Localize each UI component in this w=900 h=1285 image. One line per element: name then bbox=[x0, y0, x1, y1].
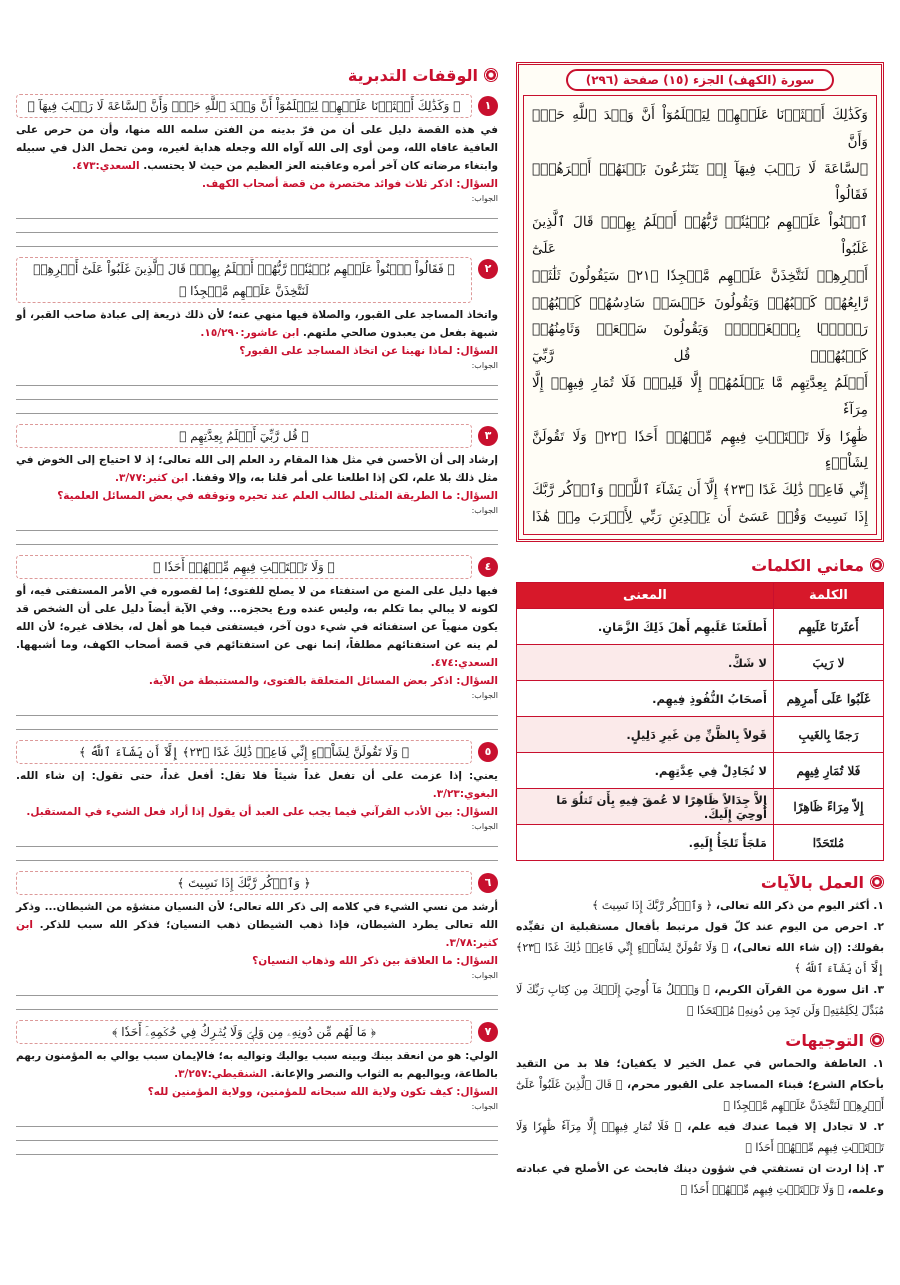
left-column bbox=[16, 62, 498, 1165]
words-section bbox=[516, 552, 884, 861]
word-cell: غَلَبُوا عَلَى أَمرِهِم bbox=[773, 681, 883, 717]
rosette-icon bbox=[870, 558, 884, 572]
quran-line: ٱبۡنُواْ عَلَيۡهِم بُنۡيَٰنٗاۖ رَّبُّهُمۡ أَعۡلَمُ بِهِمۡۚ قَالَ ٱلَّذِينَ غَلَبُواْ عَلَىٰٓ bbox=[532, 214, 868, 257]
page-title: سورة (الكهف) الجزء (١٥) صفحة (٢٩٦) bbox=[566, 69, 835, 91]
word-cell: أَعثَرنَا عَلَيهِم bbox=[773, 609, 883, 645]
tafsir-comment: يعني: إذا عزمت على أن تفعل غداً شيئاً فلا تقل: أفعل غداً، حتى تقول: إن شاء الله. البغوي:٣/٢٣. bbox=[16, 770, 498, 800]
table-row bbox=[517, 753, 884, 789]
answer-lines[interactable] bbox=[16, 372, 498, 414]
rosette-icon bbox=[870, 875, 884, 889]
quran-line: أَمۡرِهِمۡ لَنَتَّخِذَنَّ عَلَيۡهِم مَّسۡجِدٗا ﴿٢١﴾ سَيَقُولُونَ ثَلَٰثَةٞ bbox=[532, 267, 868, 284]
answer-label: الجواب: bbox=[471, 1102, 498, 1111]
item-number: ١ bbox=[478, 96, 498, 116]
question-text: السؤال: ما الطريقة المثلى لطالب العلم عند تحيره وتوقفه في بعض المسائل العلمية؟ bbox=[57, 490, 498, 502]
column-header-word: الكلمة bbox=[773, 583, 883, 609]
table-row bbox=[517, 825, 884, 861]
tafsir-comment: فيها دليل على المنع من استفتاء من لا يصلح للفتوى؛ إما لقصوره في الأمر المستفتى فيه، أو لكونه لا يبالي بما تكلم به، وليس عنده ورع يحجزه... وفي الآية أيضاً دليل على أن الشخص قد يكون منهياً عن استفتائه في شيء دون آخر، فيستفتى فيما هو أهل له، بخلاف غيره؛ لأن الله لم ينه عن استفتائهم مطلقاً، إنما نهى عن استفتائهم في قصة أصحاب الكهف، وما أشبهها. السعدي:٤٧٤. bbox=[16, 585, 498, 669]
tawjihat-section bbox=[516, 1027, 884, 1200]
quran-line: وَكَذَٰلِكَ أَعۡثَرۡنَا عَلَيۡهِمۡ لِيَعۡلَمُوٓاْ أَنَّ وَعۡدَ ٱللَّهِ حَقّٞ وَأَنَّ bbox=[532, 107, 868, 150]
quran-line: ٱلسَّاعَةَ لَا رَيۡبَ فِيهَآ إِذۡ يَتَنَٰزَعُونَ بَيۡنَهُمۡ أَمۡرَهُمۡۖ فَقَالُواْ bbox=[532, 160, 868, 204]
rosette-icon bbox=[484, 68, 498, 82]
waqfa-item bbox=[16, 424, 498, 545]
waqafat-title: الوقفات التدبرية bbox=[16, 62, 498, 88]
verse-quote: ﴿ وَلَا تَقُولَنَّ لِشَاْيۡءٍ إِنِّي فَاعِلٞ ذَٰلِكَ غَدًا ﴿٢٣﴾ إِلَّآ أَن يَشَآءَ ٱللَّهُ ﴾ bbox=[16, 740, 472, 764]
words-table bbox=[516, 582, 884, 861]
source-reference: البغوي:٣/٢٣. bbox=[432, 788, 498, 800]
list-item: ١. أكثر اليوم من ذكر الله تعالى، ﴿ وَٱذۡكُر رَّبَّكَ إِذَا نَسِيتَ ﴾ bbox=[592, 899, 884, 912]
quran-line: ظَٰهِرٗا وَلَا تَسۡتَفۡتِ فِيهِم مِّنۡهُمۡ أَحَدٗا ﴿٢٢﴾ وَلَا تَقُولَنَّ لِشَاْيۡءٍ bbox=[532, 428, 869, 472]
meaning-cell: مَلجَأً تَلجَأُ إِلَيهِ. bbox=[517, 825, 774, 861]
tafsir-comment: في هذه القصة دليل على أن من فرّ بدينه من الفتن سلمه الله منها، وأن من حرص على العافية عافاه الله، ومن أوى إلى الله آواه الله وجعله هداية لغيره، ومن تحمل الذل في سبيله وابتغاء مرضاته كان آخر أمره وعاقبته العز العظيم من حيث لا يحتسب. السعدي:٤٧٣. bbox=[16, 124, 498, 172]
table-row bbox=[517, 609, 884, 645]
meaning-cell: أَطلَعنَا عَلَيهِم أَهلَ ذَلِكَ الزَّمَانِ. bbox=[517, 609, 774, 645]
answer-lines[interactable] bbox=[16, 833, 498, 861]
answer-label: الجواب: bbox=[471, 361, 498, 370]
answer-lines[interactable] bbox=[16, 982, 498, 1010]
item-number: ٢ bbox=[478, 259, 498, 279]
meaning-cell: قَولاً بِالظَّنِّ مِن غَيرِ دَلِيلٍ. bbox=[517, 717, 774, 753]
meaning-cell: لا تُجَادِلْ فِي عِدَّتِهِم. bbox=[517, 753, 774, 789]
amal-title: العمل بالآيات bbox=[516, 869, 884, 895]
tafsir-comment: إرشاد إلى أن الأحسن في مثل هذا المقام رد العلم إلى الله تعالى؛ إذ لا احتياج إلى الخوض في مثل ذلك بلا علم، لكن إذا اطلعنا على أمر قلنا به، وإلا وقفنا. ابن كثير:٣/٧٧. bbox=[16, 454, 498, 484]
word-cell: مُلتَحَدًا bbox=[773, 825, 883, 861]
waqfa-item bbox=[16, 555, 498, 730]
answer-label: الجواب: bbox=[471, 506, 498, 515]
word-cell: فَلا تُمَارِ فِيهِم bbox=[773, 753, 883, 789]
word-cell: لا رَيبَ bbox=[773, 645, 883, 681]
quran-text bbox=[523, 95, 877, 535]
source-reference: الشنقيطي:٣/٢٥٧. bbox=[174, 1068, 268, 1080]
source-reference: السعدي:٤٧٣. bbox=[72, 160, 140, 172]
list-item: ٣. اتل سورة من القرآن الكريم، ﴿ وَٱتۡلُ مَآ أُوحِيَ إِلَيۡكَ مِن كِتَابِ رَبِّكَ لَا مُبَدِّلَ لِكَلِمَٰتِهِۦ وَلَن تَجِدَ مِن دُونِهِۦ مُلۡتَحَدٗا ﴾ bbox=[516, 983, 884, 1017]
quran-line: إِذَا نَسِيتَ وَقُلۡ عَسَىٰٓ أَن يَهۡدِيَنِ رَبِّي لِأَقۡرَبَ مِنۡ هَٰذَا bbox=[532, 508, 868, 525]
waqfa-item bbox=[16, 1020, 498, 1155]
list-item: ١. العاطفة والحماس في عمل الخير لا يكفيان؛ فلا بد من التقيد بأحكام الشرع؛ فبناء المساجد على القبور محرم، ﴿ قَالَ ٱلَّذِينَ غَلَبُواْ عَلَىٰٓ أَمۡرِهِمۡ لَنَتَّخِذَنَّ عَلَيۡهِم مَّسۡجِدٗا ﴾ bbox=[516, 1057, 884, 1112]
question-text: السؤال: اذكر ثلاث فوائد مختصرة من قصة أصحاب الكهف. bbox=[202, 178, 498, 190]
tafsir-comment: أرشد من نسي الشيء في كلامه إلى ذكر الله تعالى؛ لأن النسيان منشؤه من الشيطان... وذكر الله تعالى يطرد الشيطان، فإذا ذهب الشيطان ذهب النسيان؛ فذكر الله سبب للذكر. ابن كثير:٣/٧٨. bbox=[16, 901, 499, 949]
quran-line: أَعۡلَمُ بِعِدَّتِهِم مَّا يَعۡلَمُهُمۡ إِلَّا قَلِيلٞۗ فَلَا تُمَارِ فِيهِمۡ إِلَّا مِرَآءٗ bbox=[532, 374, 868, 418]
verse-quote: ﴿ فَقَالُواْ ٱبۡنُواْ عَلَيۡهِم بُنۡيَٰنٗاۖ رَّبُّهُمۡ أَعۡلَمُ بِهِمۡۚ قَالَ ٱلَّذِينَ غَلَبُواْ عَلَىٰٓ أَمۡرِهِمۡ لَنَتَّخِذَنَّ عَلَيۡهِم مَّسۡجِدٗا ﴾ bbox=[16, 257, 472, 303]
mushaf-frame bbox=[516, 62, 884, 542]
verse-quote: ﴿ وَلَا تَسۡتَفۡتِ فِيهِم مِّنۡهُمۡ أَحَدٗا ﴾ bbox=[16, 555, 472, 579]
right-column bbox=[516, 62, 884, 1200]
quran-line: رَجۡمَۢا بِٱلۡغَيۡبِۖ وَيَقُولُونَ سَبۡعَةٞ وَثَامِنُهُمۡ كَلۡبُهُمۡۚ قُل رَّبِّيٓ bbox=[532, 321, 868, 365]
question-text: السؤال: لماذا نهينا عن اتخاذ المساجد على القبور؟ bbox=[239, 345, 498, 357]
answer-label: الجواب: bbox=[471, 822, 498, 831]
verse-quote: ﴿ وَٱذۡكُر رَّبَّكَ إِذَا نَسِيتَ ﴾ bbox=[16, 871, 472, 895]
meaning-cell: أَصحَابُ النُّفُوذِ فِيهِم. bbox=[517, 681, 774, 717]
answer-lines[interactable] bbox=[16, 1113, 498, 1155]
item-number: ٥ bbox=[478, 742, 498, 762]
list-item: ٢. لا تجادل إلا فيما عندك فيه علم، ﴿ فَلَا تُمَارِ فِيهِمۡ إِلَّا مِرَآءٗ ظَٰهِرٗا وَلَا تَسۡتَفۡتِ فِيهِم مِّنۡهُمۡ أَحَدٗا ﴾ bbox=[516, 1120, 884, 1154]
waqfa-item bbox=[16, 871, 498, 1010]
waqfa-item bbox=[16, 94, 498, 247]
table-row bbox=[517, 717, 884, 753]
item-number: ٧ bbox=[478, 1022, 498, 1042]
source-reference: ابن كثير:٣/٧٧. bbox=[114, 472, 189, 484]
meaning-cell: لا شَكَّ. bbox=[517, 645, 774, 681]
amal-section bbox=[516, 869, 884, 1021]
answer-label: الجواب: bbox=[471, 194, 498, 203]
verse-quote: ﴿ قُل رَّبِّيٓ أَعۡلَمُ بِعِدَّتِهِم ﴾ bbox=[16, 424, 472, 448]
answer-label: الجواب: bbox=[471, 971, 498, 980]
item-number: ٣ bbox=[478, 426, 498, 446]
waqfa-item bbox=[16, 740, 498, 861]
source-reference: السعدي:٤٧٤. bbox=[430, 657, 498, 669]
tawjihat-title: التوجيهات bbox=[516, 1027, 884, 1053]
tafsir-comment: واتخاذ المساجد على القبور، والصلاة فيها منهي عنه؛ لأن ذلك ذريعة إلى عبادة صاحب القبر، أو شبهة بفعل من يعبدون صالحي ملتهم. ابن عاشور:١٥/٢٩٠. bbox=[16, 309, 498, 339]
source-reference: ابن كثير:٣/٧٨. bbox=[16, 919, 498, 949]
word-cell: رَجمًا بِالغَيبِ bbox=[773, 717, 883, 753]
question-text: السؤال: بين الأدب القرآني فيما يجب على العبد أن يقول إذا أراد فعل الشيء في المستقبل. bbox=[26, 806, 498, 818]
question-text: السؤال: كيف تكون ولاية الله سبحانه للمؤمنين، وولاية المؤمنين لله؟ bbox=[147, 1086, 498, 1098]
column-header-meaning: المعنى bbox=[517, 583, 774, 609]
verse-quote: ﴿ وَكَذَٰلِكَ أَعۡثَرۡنَا عَلَيۡهِمۡ لِيَعۡلَمُوٓاْ أَنَّ وَعۡدَ ٱللَّهِ حَقّٞ وَأَنَّ ٱلسَّاعَةَ لَا رَيۡبَ فِيهَآ ﴾ bbox=[16, 94, 472, 118]
list-item: ٢. احرص من اليوم عند كلّ قول مرتبط بأفعال مستقبلية ان تقيِّده بقولك: (إن شاء الله تعالى)، ﴿ وَلَا تَقُولَنَّ لِشَاْيۡءٍ إِنِّي فَاعِلٞ ذَٰلِكَ غَدًا ﴿٢٣﴾ إِلَّآ أَن يَشَآءَ ٱللَّهُ ﴾ bbox=[516, 920, 884, 975]
words-title: معاني الكلمات bbox=[516, 552, 884, 578]
answer-label: الجواب: bbox=[471, 691, 498, 700]
waqfa-item bbox=[16, 257, 498, 414]
answer-lines[interactable] bbox=[16, 702, 498, 730]
quran-line: رَّابِعُهُمۡ كَلۡبُهُمۡ وَيَقُولُونَ خَمۡسَةٞ سَادِسُهُمۡ كَلۡبُهُمۡ bbox=[532, 294, 868, 311]
word-cell: إِلاّ مِرَاءً ظَاهِرًا bbox=[773, 789, 883, 825]
question-text: السؤال: ما العلاقة بين ذكر الله وذهاب النسيان؟ bbox=[252, 955, 498, 967]
mushaf-header bbox=[523, 69, 877, 91]
list-item: ٣. إذا اردت ان تستفتي في شؤون دينك فابحث عن الأصلح في عبادته وعلمه، ﴿ وَلَا تَسۡتَفۡتِ فِيهِم مِّنۡهُمۡ أَحَدٗا ﴾ bbox=[516, 1162, 884, 1196]
quran-line: إِنِّي فَاعِلٞ ذَٰلِكَ غَدًا ﴿٢٣﴾ إِلَّآ أَن يَشَآءَ ٱللَّهُۚ وَٱذۡكُر رَّبَّكَ bbox=[532, 482, 868, 499]
rosette-icon bbox=[870, 1033, 884, 1047]
item-number: ٦ bbox=[478, 873, 498, 893]
table-row bbox=[517, 645, 884, 681]
tafsir-comment: الولي: هو من انعقد بينك وبينه سبب يواليك وتواليه به؛ فالإيمان سبب يوالي به المؤمنون ربهم بالطاعة، ويواليهم به الثواب والنصر والإعانة. الشنقيطي:٣/٢٥٧. bbox=[16, 1050, 498, 1080]
table-row bbox=[517, 681, 884, 717]
item-number: ٤ bbox=[478, 557, 498, 577]
answer-lines[interactable] bbox=[16, 517, 498, 545]
meaning-cell: إِلاَّ جِدَالاً ظَاهِرًا لا عُمقَ فِيهِ بِأَن تَتلُوَ مَا أُوحِيَ إِلَيكَ. bbox=[517, 789, 774, 825]
question-text: السؤال: اذكر بعض المسائل المتعلقة بالفتوى، والمستنبطة من الآية. bbox=[148, 675, 498, 687]
table-row bbox=[517, 789, 884, 825]
verse-quote: ﴿ مَا لَهُم مِّن دُونِهِۦ مِن وَلِيّٖ وَلَا يُشۡرِكُ فِي حُكۡمِهِۦٓ أَحَدٗا ﴾ bbox=[16, 1020, 472, 1044]
source-reference: ابن عاشور:١٥/٢٩٠. bbox=[200, 327, 300, 339]
answer-lines[interactable] bbox=[16, 205, 498, 247]
